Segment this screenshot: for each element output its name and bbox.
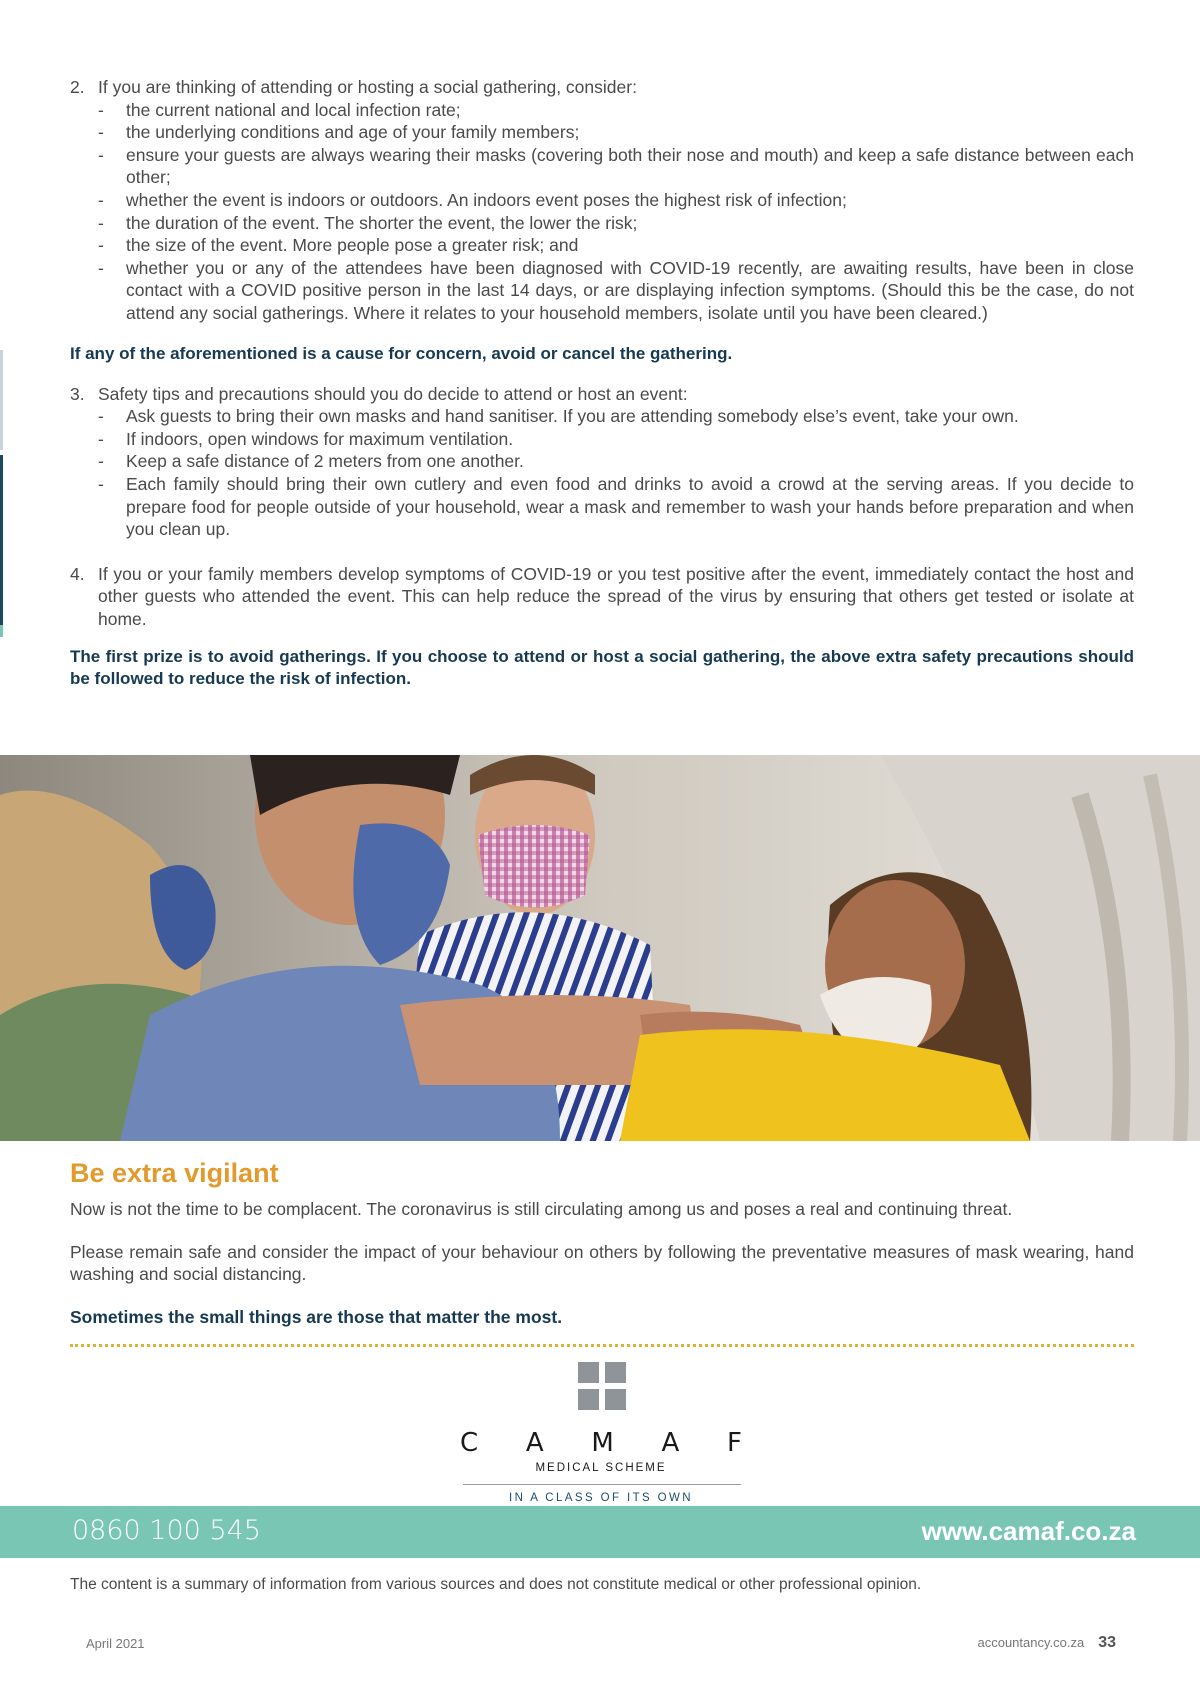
list-item: - ensure your guests are always wearing their masks (covering both their nose and mouth) and keep a safe distance between each other; bbox=[98, 144, 1134, 189]
page-number: 33 bbox=[1098, 1634, 1116, 1651]
item-text: If you or your family members develop symptoms of COVID-19 or you test positive after the event, immediately contact the host and other guests who attended the event. This can help reduce the spread of the virus by ensuring that others get tested or isolate at home. bbox=[98, 563, 1134, 629]
vigilance-section bbox=[70, 1156, 1134, 1328]
list-item-3 bbox=[70, 383, 1134, 406]
list-item: - the underlying conditions and age of your family members; bbox=[98, 121, 1134, 144]
issue-date: April 2021 bbox=[86, 1636, 145, 1651]
logo-subtitle: MEDICAL SCHEME bbox=[535, 1462, 667, 1474]
logo-letter: C bbox=[460, 1428, 479, 1458]
logo-letter: A bbox=[661, 1428, 680, 1458]
logo-rule bbox=[463, 1484, 741, 1485]
list-item: - the size of the event. More people pose a greater risk; and bbox=[98, 234, 1134, 257]
closing-statement: Sometimes the small things are those that matter the most. bbox=[70, 1306, 563, 1327]
camaf-logo bbox=[460, 1362, 742, 1504]
logo-squares-icon bbox=[578, 1362, 626, 1410]
logo-tagline: IN A CLASS OF ITS OWN bbox=[509, 1492, 693, 1504]
item-number: 3. bbox=[70, 383, 85, 404]
item-intro: If you are thinking of attending or hosting a social gathering, consider: bbox=[98, 77, 637, 97]
disclaimer: The content is a summary of information from various sources and does not constitute medical or other professional opinion. bbox=[70, 1576, 922, 1593]
article-body bbox=[70, 76, 1134, 690]
dotted-divider bbox=[70, 1344, 1134, 1347]
footer-site: accountancy.co.za bbox=[977, 1635, 1085, 1650]
item-number: 2. bbox=[70, 77, 85, 97]
list-item: - whether you or any of the attendees have been diagnosed with COVID-19 recently, are awaiting results, have been in close contact with a COVID positive person in the last 14 days, or are displaying infection symptoms. (Should this be the case, do not attend any social gatherings. Where it relates to your household members, isolate until you have been cleared.) bbox=[98, 257, 1134, 325]
elbow-bump-photo bbox=[0, 755, 1200, 1141]
item-number: 4. bbox=[70, 563, 85, 584]
gathering-considerations-list bbox=[70, 99, 1134, 325]
edge-mark-top bbox=[0, 350, 3, 450]
contact-band bbox=[0, 1506, 1200, 1558]
list-item-4 bbox=[70, 563, 1134, 631]
list-item: - the current national and local infection rate; bbox=[98, 99, 1134, 122]
section-heading: Be extra vigilant bbox=[70, 1158, 279, 1188]
item-intro: Safety tips and precautions should you do decide to attend or host an event: bbox=[98, 383, 688, 404]
list-item: - If indoors, open windows for maximum ventilation. bbox=[98, 428, 1134, 451]
list-item-2 bbox=[70, 76, 1134, 99]
page-footer bbox=[977, 1634, 1116, 1652]
list-item: - Each family should bring their own cutlery and even food and drinks to avoid a crowd at the serving areas. If you decide to prepare food for people outside of your household, wear a mask and remember to wash your hands before preparation and when you clean up. bbox=[98, 473, 1134, 541]
section-paragraph: Now is not the time to be complacent. The coronavirus is still circulating among us and poses a real and continuing threat. bbox=[70, 1199, 1013, 1219]
section-paragraph: Please remain safe and consider the impact of your behaviour on others by following the preventative measures of mask wearing, hand washing and social distancing. bbox=[70, 1241, 1134, 1285]
edge-mark-teal bbox=[0, 625, 3, 637]
edge-mark-dark bbox=[0, 455, 3, 625]
list-item: - whether the event is indoors or outdoors. An indoors event poses the highest risk of infection; bbox=[98, 189, 1134, 212]
website-link[interactable]: www.camaf.co.za bbox=[921, 1516, 1136, 1546]
logo-letter: M bbox=[591, 1428, 614, 1458]
list-item: - Ask guests to bring their own masks and hand sanitiser. If you are attending somebody else’s event, take your own. bbox=[98, 405, 1134, 428]
concern-note: If any of the aforementioned is a cause for concern, avoid or cancel the gathering. bbox=[70, 343, 733, 363]
phone-number: 0860 100 545 bbox=[72, 1515, 261, 1546]
logo-letter: F bbox=[727, 1428, 742, 1458]
safety-tips-list bbox=[70, 405, 1134, 541]
list-item: - Keep a safe distance of 2 meters from one another. bbox=[98, 450, 1134, 473]
first-prize-note: The first prize is to avoid gatherings. If you choose to attend or host a social gathering, the above extra safety precautions should be followed to reduce the risk of infection. bbox=[70, 647, 1134, 689]
logo-wordmark bbox=[460, 1428, 742, 1458]
list-item: - the duration of the event. The shorter the event, the lower the risk; bbox=[98, 212, 1134, 235]
logo-letter: A bbox=[525, 1428, 544, 1458]
